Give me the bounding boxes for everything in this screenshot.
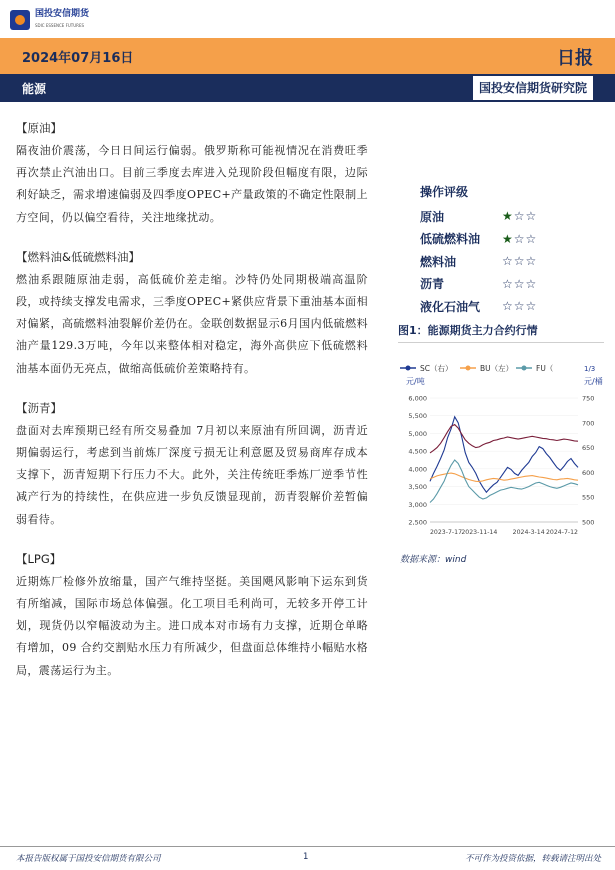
star-filled-icon: ★ (502, 231, 514, 246)
header-orange-bar (0, 38, 615, 74)
chart-svg (396, 352, 608, 547)
legend-marker (522, 366, 527, 371)
star-empty-icon: ☆ (513, 231, 526, 246)
rating-row (420, 205, 570, 228)
rating-stars (502, 209, 537, 223)
rating-panel (420, 183, 570, 318)
rating-stars (502, 232, 537, 246)
section-title: 【原油】 (16, 121, 62, 135)
section-body: 近期炼厂检修外放缩量，国产气维持坚挺。美国飓风影响下运东到货有所缩减，国际市场总体偏强。化工项目毛利尚可，无较多开停工计划，现货仍以窄幅波动为主。进口成本对市场有力支撑，近期仓单略有增加，09 合约交割贴水压力有所减少，但盘面总体维持小幅贴水格局，震荡运行为主。 (16, 574, 368, 677)
logo-text: 国投安信期货 (35, 9, 90, 19)
left-axis-unit: 元/吨 (406, 377, 425, 386)
figure-title: 图1：能源期货主力合约行情 (398, 322, 604, 343)
figure-source: 数据来源：wind (400, 555, 467, 565)
left-tick-label: 4,500 (408, 447, 427, 456)
report-type: 日报 (557, 48, 593, 69)
series-line (430, 425, 578, 453)
star-empty-icon: ☆ (525, 209, 538, 224)
futures-price-chart (396, 352, 608, 547)
rating-row (420, 250, 570, 273)
report-date: 2024年07月16日 (22, 51, 134, 66)
rating-stars (502, 277, 537, 291)
sector-label: 能源 (22, 82, 47, 96)
x-tick-label: 2023-7-17 (430, 529, 463, 536)
star-empty-icon: ☆ (513, 254, 526, 269)
x-tick-label: 2023-11-14 (461, 529, 498, 536)
rating-row (420, 228, 570, 251)
right-tick-label: 700 (582, 419, 595, 428)
star-empty-icon: ☆ (502, 254, 514, 269)
right-tick-label: 600 (582, 468, 595, 477)
star-empty-icon: ☆ (513, 276, 526, 291)
right-tick-label: 750 (582, 394, 595, 403)
section-fuel-oil (16, 249, 368, 380)
section-lpg (16, 551, 368, 682)
rating-product-name: 液化石油气 (420, 299, 481, 314)
rating-product-name: 低硫燃料油 (420, 232, 481, 247)
footer-divider (0, 846, 615, 847)
right-tick-label: 500 (582, 518, 595, 527)
page-number: 1 (303, 852, 309, 862)
left-tick-label: 5,000 (408, 429, 427, 438)
rating-stars (502, 299, 537, 313)
rating-row (420, 273, 570, 296)
logo-mark-icon (10, 10, 30, 30)
series-line (430, 417, 578, 492)
legend-label: BU（左） (480, 364, 514, 373)
star-empty-icon: ☆ (513, 209, 526, 224)
star-empty-icon: ☆ (513, 299, 526, 314)
section-title: 【LPG】 (16, 551, 62, 566)
legend-marker (406, 366, 411, 371)
section-body: 隔夜油价震荡，今日日间运行偏弱。俄罗斯称可能视情况在消费旺季再次禁止汽油出口。目前三季度去库进入兑现阶段但幅度有限，边际利好缺乏，需求增速偏弱及四季度OPEC+产量政策的不确定性限制上方空间，仍以偏空看待，关注地缘扰动。 (16, 144, 368, 224)
rating-product-name: 沥青 (420, 277, 445, 292)
legend-page: 1/3 (584, 365, 596, 373)
section-title: 【燃料油&低硫燃料油】 (16, 249, 140, 264)
footer-disclaimer: 本报告版权属于国投安信期货有限公司 (16, 854, 161, 864)
star-filled-icon: ★ (502, 209, 514, 224)
section-asphalt (16, 400, 368, 531)
left-tick-label: 5,500 (408, 412, 427, 421)
legend-marker (466, 366, 471, 371)
company-logo (10, 9, 89, 31)
right-tick-label: 650 (582, 444, 595, 453)
rating-stars (502, 254, 537, 268)
star-empty-icon: ☆ (502, 276, 514, 291)
left-tick-label: 6,000 (408, 394, 427, 403)
rating-title: 操作评级 (420, 185, 469, 199)
series-line (430, 473, 578, 482)
star-empty-icon: ☆ (525, 231, 538, 246)
section-title: 【沥青】 (16, 400, 62, 415)
right-tick-label: 550 (582, 493, 595, 502)
rating-product-name: 原油 (420, 209, 445, 224)
footer-note: 不可作为投资依据，转载请注明出处 (464, 854, 601, 864)
star-empty-icon: ☆ (502, 299, 514, 314)
legend-label: FU（ (536, 364, 554, 373)
rating-row (420, 295, 570, 318)
left-tick-label: 3,000 (408, 500, 427, 509)
section-body: 盘面对去库预期已经有所交易叠加 7月初以来原油有所回调，沥青近期偏弱运行，考虑到当前炼厂深度亏损无让利意愿及贸易商库存成本支撑下，沥青短期下行压力不大。此外，关注传统旺季炼厂逆季节性减产行为的持续性，在供应进一步负反馈显现前，沥青裂解价差暂偏弱看待。 (16, 423, 368, 526)
logo-subtext: SDIC ESSENCE FUTURES (35, 23, 85, 28)
right-axis-unit: 元/桶 (584, 377, 603, 386)
star-empty-icon: ☆ (525, 254, 538, 269)
section-body: 燃油系跟随原油走弱，高低硫价差走缩。沙特仍处同期极端高温阶段，或持续支撑发电需求，三季度OPEC+紧供应背景下重油基本面相对偏紧，高硫燃料油裂解价差仍在。金联创数据显示6月国内低硫燃料油产量129.3万吨，今年以来整体相对稳定，海外高供应下低硫燃料油基本面仍无亮点，做缩高低硫价差策略持有。 (16, 272, 368, 375)
x-tick-label: 2024-7-12 (545, 529, 578, 536)
x-tick-label: 2024-3-14 (512, 529, 545, 536)
commentary-column (16, 120, 368, 702)
legend-label: SC（右） (420, 364, 453, 373)
section-crude-oil (16, 120, 368, 229)
star-empty-icon: ☆ (525, 276, 538, 291)
rating-product-name: 燃料油 (420, 254, 457, 269)
star-empty-icon: ☆ (525, 299, 538, 314)
left-tick-label: 3,500 (408, 483, 427, 492)
left-tick-label: 2,500 (408, 518, 427, 527)
left-tick-label: 4,000 (408, 465, 427, 474)
institute-name: 国投安信期货研究院 (473, 76, 593, 100)
